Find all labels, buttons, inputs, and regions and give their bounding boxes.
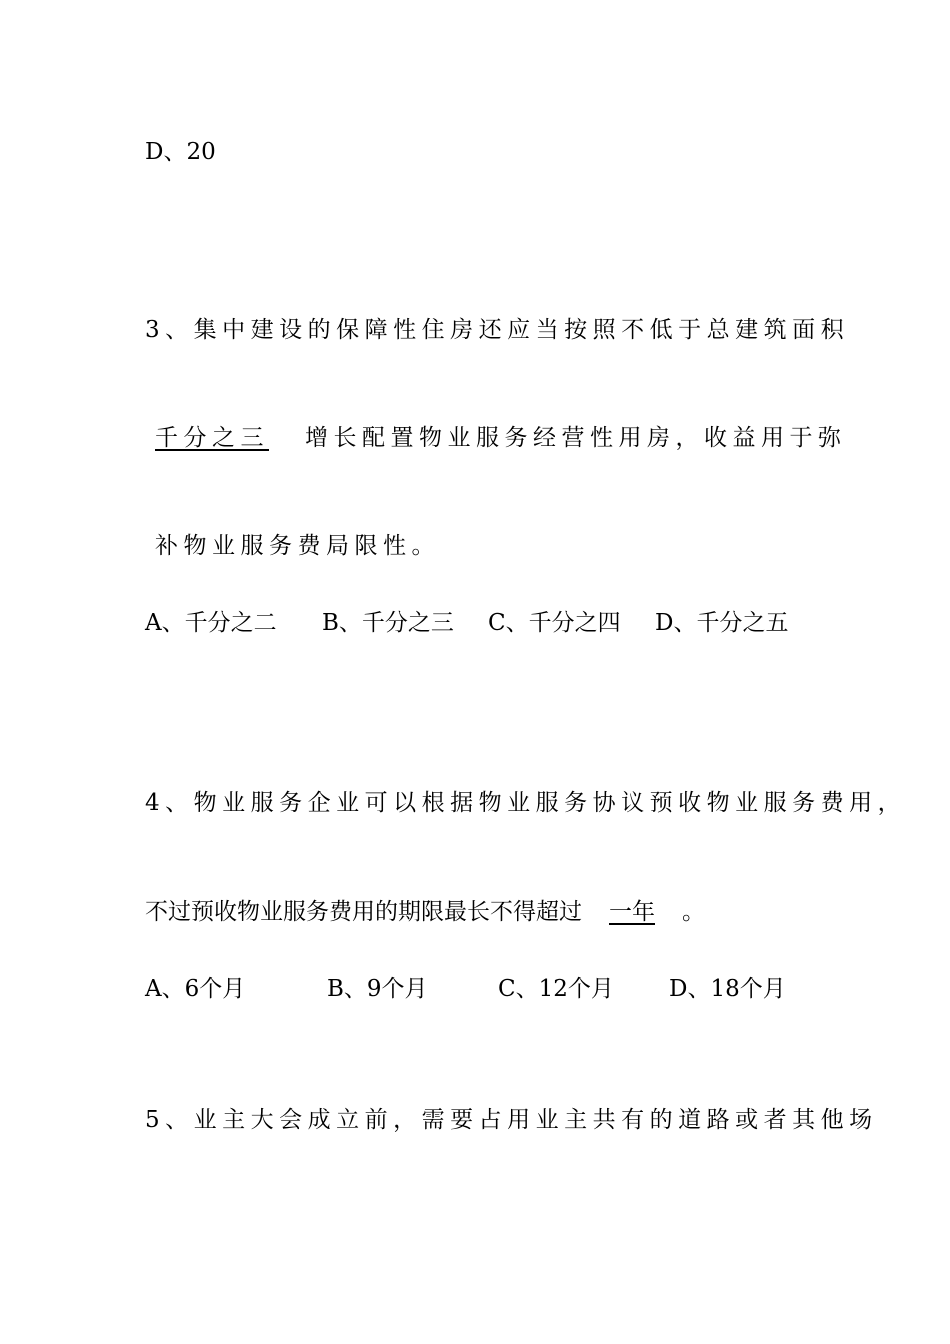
question-4-line-2-end: 。 bbox=[682, 899, 705, 925]
q4-option-c: C、12个月 bbox=[498, 976, 614, 1002]
q4-option-d: D、18个月 bbox=[669, 976, 786, 1002]
question-5-line-1: 5、业主大会成立前，需要占用业主共有的道路或者其他场 bbox=[145, 1107, 878, 1133]
question-3-line-3: 补物业服务费局限性。 bbox=[155, 533, 440, 559]
question-3-answer: 千分之三 bbox=[155, 425, 269, 451]
q3-option-c: C、千分之四 bbox=[488, 610, 621, 636]
question-3-line-2 bbox=[155, 423, 847, 453]
option-d-prev: D、20 bbox=[145, 139, 216, 165]
question-3-line-2-rest: 增长配置物业服务经营性用房，收益用于弥 bbox=[305, 425, 847, 451]
q3-option-d: D、千分之五 bbox=[655, 610, 789, 636]
question-4-line-1: 4、物业服务企业可以根据物业服务协议预收物业服务费用， bbox=[145, 790, 907, 816]
q4-option-b: B、9个月 bbox=[327, 976, 428, 1002]
question-4-line-2 bbox=[145, 897, 705, 927]
question-4-line-2-start: 不过预收物业服务费用的期限最长不得超过 bbox=[145, 899, 582, 925]
question-3-line-1: 3、集中建设的保障性住房还应当按照不低于总建筑面积 bbox=[145, 317, 850, 343]
q3-option-a: A、千分之二 bbox=[145, 610, 277, 636]
question-4-answer: 一年 bbox=[609, 899, 655, 925]
q4-option-a: A、6个月 bbox=[145, 976, 246, 1002]
q3-option-b: B、千分之三 bbox=[322, 610, 454, 636]
